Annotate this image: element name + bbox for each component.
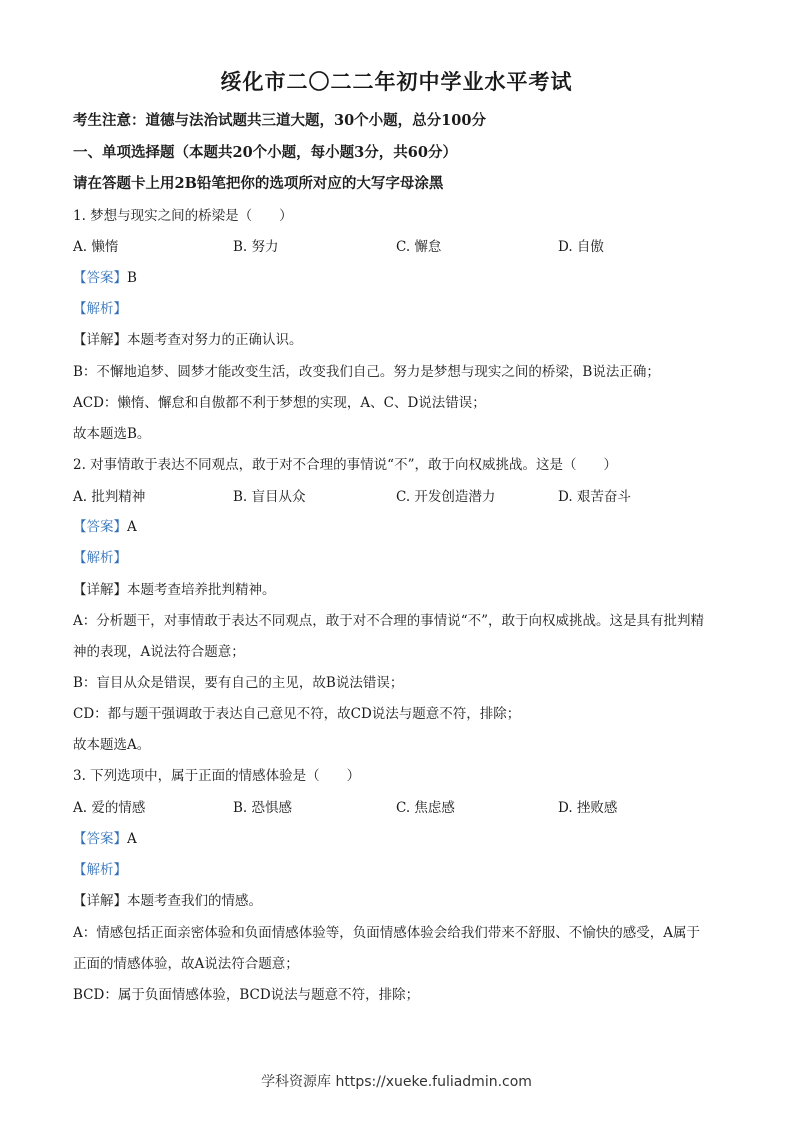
detail-text: 本题考查我们的情感。	[127, 893, 262, 909]
section-heading: 一、单项选择题（本题共20个小题，每小题3分，共60分）	[73, 144, 457, 161]
page-title: 绥化市二〇二二年初中学业水平考试	[220, 69, 573, 94]
analysis-tag: 【解析】	[73, 301, 127, 317]
option-d: D. 自傲	[558, 239, 604, 255]
footer-watermark: 学科资源库 https://xueke.fuliadmin.com	[261, 1074, 532, 1090]
explanation-line: BCD：属于负面情感体验，BCD说法与题意不符，排除；	[73, 987, 420, 1003]
option-c: C. 懈怠	[396, 239, 442, 255]
explanation-line: A：分析题干，对事情敢于表达不同观点，敢于对不合理的事情说“不”，敢于向权威挑战。这是具有批判精	[73, 613, 705, 629]
explanation-line: 故本题选A。	[73, 737, 151, 753]
explanation-line: A：情感包括正面亲密体验和负面情感体验等，负面情感体验会给我们带来不舒服、不愉快的感受，A属于	[73, 925, 700, 941]
option-a: A. 懒惰	[73, 239, 119, 255]
option-c: C. 焦虑感	[396, 800, 455, 816]
detail-tag: 【详解】	[73, 332, 127, 348]
answer-line	[73, 266, 137, 286]
instruction-line: 请在答题卡上用2B铅笔把你的选项所对应的大写字母涂黑	[73, 175, 444, 192]
explanation-line: B：不懈地追梦、圆梦才能改变生活，改变我们自己。努力是梦想与现实之间的桥梁，B说法正确；	[73, 364, 660, 380]
explanation-line: 神的表现，A说法符合题意；	[73, 644, 245, 660]
detail-text: 本题考查对努力的正确认识。	[127, 332, 303, 348]
option-b: B. 恐惧感	[233, 800, 293, 816]
analysis-tag: 【解析】	[73, 550, 127, 566]
option-d: D. 挫败感	[558, 800, 618, 816]
question-stem: 1. 梦想与现实之间的桥梁是（ ）	[73, 208, 293, 224]
detail-line	[73, 328, 303, 348]
analysis-tag: 【解析】	[73, 862, 127, 878]
option-b: B. 努力	[233, 239, 279, 255]
detail-text: 本题考查培养批判精神。	[127, 582, 276, 598]
explanation-line: ACD：懒惰、懈怠和自傲都不利于梦想的实现，A、C、D说法错误；	[73, 395, 486, 411]
option-b: B. 盲目从众	[233, 489, 306, 505]
answer-tag: 【答案】	[73, 519, 127, 535]
answer-value: A	[127, 519, 137, 535]
explanation-line: 正面的情感体验，故A说法符合题意；	[73, 956, 299, 972]
detail-tag: 【详解】	[73, 582, 127, 598]
option-a: A. 爱的情感	[73, 800, 146, 816]
notice-line: 考生注意：道德与法治试题共三道大题，30个小题，总分100分	[73, 112, 486, 129]
question-stem: 3. 下列选项中，属于正面的情感体验是（ ）	[73, 768, 361, 784]
detail-line	[73, 578, 276, 598]
detail-line	[73, 889, 262, 909]
explanation-line: 故本题选B。	[73, 426, 151, 442]
answer-line	[73, 515, 137, 535]
explanation-line: CD：都与题干强调敢于表达自己意见不符，故CD说法与题意不符，排除；	[73, 706, 521, 722]
question-stem: 2. 对事情敢于表达不同观点，敢于对不合理的事情说“不”，敢于向权威挑战。这是（ ）	[73, 457, 617, 473]
option-c: C. 开发创造潜力	[396, 489, 496, 505]
detail-tag: 【详解】	[73, 893, 127, 909]
answer-tag: 【答案】	[73, 831, 127, 847]
answer-value: A	[127, 831, 137, 847]
option-d: D. 艰苦奋斗	[558, 489, 631, 505]
answer-value: B	[127, 270, 137, 286]
explanation-line: B：盲目从众是错误，要有自己的主见，故B说法错误；	[73, 675, 404, 691]
answer-tag: 【答案】	[73, 270, 127, 286]
answer-line	[73, 827, 137, 847]
option-a: A. 批判精神	[73, 489, 146, 505]
